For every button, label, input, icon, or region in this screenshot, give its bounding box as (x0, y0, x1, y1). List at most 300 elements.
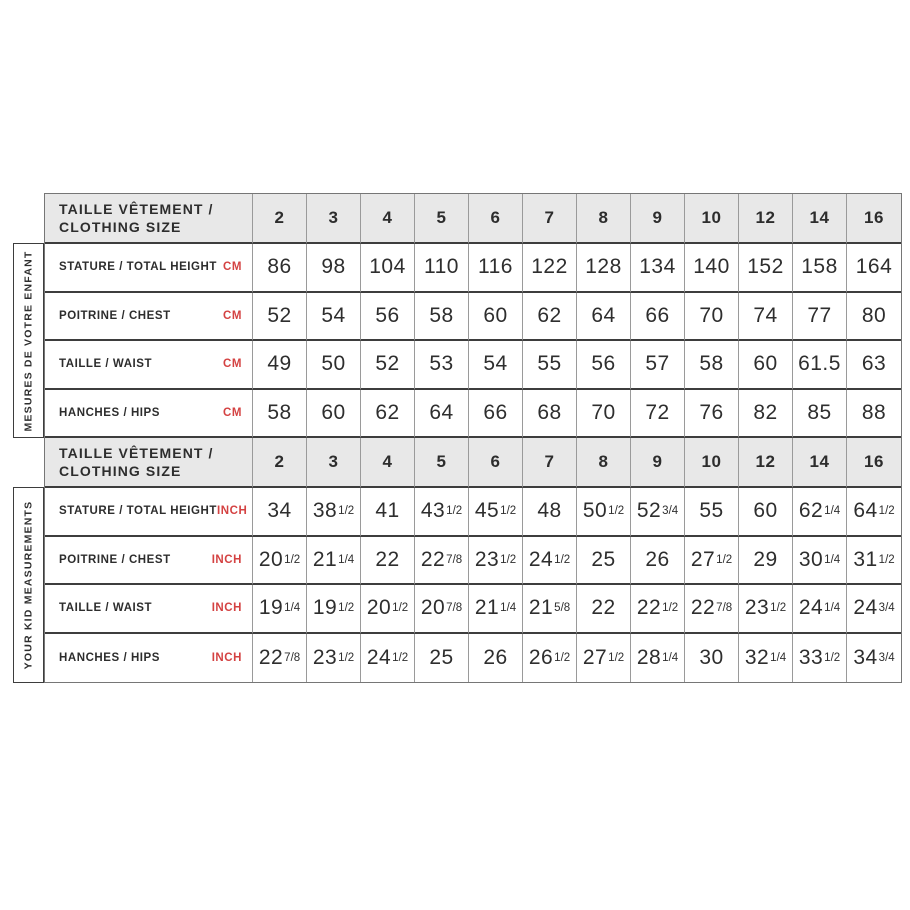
measurement-value-cell (469, 390, 523, 439)
measurement-label-cell (45, 488, 253, 537)
value-whole: 20 (420, 596, 446, 620)
value-fraction: 1/2 (554, 651, 571, 664)
clothing-size-header-cell (45, 194, 253, 244)
size-chart-table (44, 193, 902, 683)
value-whole: 82 (753, 400, 778, 424)
measurement-value-cell (685, 488, 739, 537)
measurement-value-cell (685, 634, 739, 683)
value-whole: 19 (258, 596, 284, 620)
value-whole: 30 (699, 645, 724, 669)
value-fraction: 3/4 (662, 505, 679, 518)
size-column-header-cell (361, 194, 415, 244)
measurement-value-cell (469, 244, 523, 293)
value-fraction: 1/4 (824, 553, 841, 566)
unit-label: CM (223, 406, 242, 419)
size-column-header-cell (307, 438, 361, 488)
measurement-value-cell (577, 293, 631, 342)
value-whole: 66 (645, 303, 670, 327)
measurement-label-cell (45, 341, 253, 390)
value-whole: 58 (267, 400, 292, 424)
measurement-label: POITRINE / CHEST (59, 553, 171, 566)
value-whole: 134 (639, 255, 676, 279)
measurement-label-cell (45, 585, 253, 634)
value-whole: 104 (369, 255, 406, 279)
value-whole: 26 (528, 645, 554, 669)
value-whole: 21 (474, 596, 500, 620)
measurement-value-cell (685, 341, 739, 390)
measurement-value-cell (361, 585, 415, 634)
unit-label: CM (223, 261, 242, 274)
value-fraction: 1/2 (878, 505, 895, 518)
unit-label: INCH (211, 553, 242, 566)
value-whole: 152 (747, 255, 784, 279)
measurement-value-cell (793, 488, 847, 537)
measurement-row (45, 293, 901, 342)
measurement-value-cell (847, 537, 901, 586)
value-fraction: 1/2 (392, 651, 409, 664)
value-fraction: 1/2 (284, 553, 301, 566)
measurement-value-cell (253, 293, 307, 342)
measurement-value-cell (685, 244, 739, 293)
value-whole: 43 (420, 499, 446, 523)
value-whole: 49 (267, 352, 292, 376)
value-whole: 21 (528, 596, 554, 620)
value-whole: 27 (582, 645, 608, 669)
value-fraction: 1/4 (338, 553, 355, 566)
measurement-value-cell (523, 634, 577, 683)
value-fraction: 1/2 (500, 505, 517, 518)
value-whole: 62 (375, 400, 400, 424)
measurement-value-cell (847, 585, 901, 634)
value-fraction: 1/2 (878, 553, 895, 566)
measurement-label: STATURE / TOTAL HEIGHT (59, 261, 217, 274)
size-column-header: 4 (382, 452, 393, 471)
size-column-header: 16 (864, 208, 884, 227)
measurement-value-cell (469, 488, 523, 537)
size-column-header-cell (253, 194, 307, 244)
value-whole: 54 (321, 303, 346, 327)
size-column-header: 2 (274, 452, 285, 471)
measurement-value-cell (685, 585, 739, 634)
value-fraction: 1/2 (338, 651, 355, 664)
size-column-header-cell (307, 194, 361, 244)
measurement-label: TAILLE / WAIST (59, 358, 153, 371)
value-whole: 22 (591, 596, 616, 620)
value-whole: 22 (375, 547, 400, 571)
value-whole: 21 (312, 547, 338, 571)
measurement-value-cell (577, 390, 631, 439)
size-column-header: 6 (490, 208, 501, 227)
measurement-value-cell (631, 244, 685, 293)
measurement-value-cell (685, 390, 739, 439)
measurement-value-cell (469, 634, 523, 683)
value-whole: 74 (753, 303, 778, 327)
value-whole: 80 (861, 303, 887, 327)
value-whole: 48 (537, 499, 562, 523)
measurement-value-cell (361, 537, 415, 586)
value-whole: 24 (853, 596, 878, 620)
unit-label: INCH (211, 602, 242, 615)
unit-label: INCH (216, 505, 248, 518)
value-fraction: 1/2 (338, 602, 355, 615)
size-column-header-cell (739, 194, 793, 244)
measurement-value-cell (361, 244, 415, 293)
size-column-header-cell (469, 194, 523, 244)
measurement-value-cell (739, 585, 793, 634)
value-whole: 32 (744, 645, 770, 669)
measurement-value-cell (415, 634, 469, 683)
side-label-your-kid-box (13, 487, 44, 683)
value-whole: 20 (258, 547, 284, 571)
size-column-header: 6 (490, 452, 501, 471)
value-whole: 60 (753, 352, 778, 376)
measurement-value-cell (793, 537, 847, 586)
value-whole: 22 (258, 645, 284, 669)
measurement-row (45, 488, 901, 537)
size-column-header: 7 (544, 452, 555, 471)
size-column-header-cell (361, 438, 415, 488)
size-column-header: 8 (598, 452, 609, 471)
value-whole: 64 (429, 400, 454, 424)
value-whole: 77 (807, 303, 832, 327)
measurement-row (45, 585, 901, 634)
value-fraction: 1/2 (662, 602, 679, 615)
measurement-label-cell (45, 634, 253, 683)
value-whole: 62 (798, 499, 824, 523)
measurement-label: POITRINE / CHEST (59, 309, 171, 322)
size-column-header: 16 (864, 452, 884, 471)
value-whole: 55 (537, 352, 562, 376)
value-fraction: 1/2 (392, 602, 409, 615)
measurement-value-cell (307, 488, 361, 537)
value-fraction: 1/4 (770, 651, 787, 664)
value-whole: 55 (699, 499, 724, 523)
value-fraction: 1/2 (338, 505, 355, 518)
value-whole: 62 (537, 303, 562, 327)
measurement-value-cell (361, 634, 415, 683)
measurement-value-cell (415, 341, 469, 390)
size-column-header: 8 (598, 208, 609, 227)
value-fraction: 1/2 (824, 651, 841, 664)
measurement-value-cell (793, 341, 847, 390)
measurement-value-cell (361, 293, 415, 342)
value-whole: 29 (753, 547, 778, 571)
value-whole: 57 (645, 352, 670, 376)
value-whole: 23 (312, 645, 338, 669)
value-whole: 52 (375, 352, 400, 376)
measurement-row (45, 537, 901, 586)
measurement-value-cell (577, 634, 631, 683)
value-fraction: 1/4 (662, 651, 679, 664)
side-label-mesures: MESURES DE VOTRE ENFANT (22, 249, 35, 432)
measurement-value-cell (847, 293, 901, 342)
value-fraction: 1/4 (824, 602, 841, 615)
size-column-header: 2 (274, 208, 285, 227)
measurement-value-cell (631, 293, 685, 342)
measurement-value-cell (739, 390, 793, 439)
measurement-value-cell (631, 537, 685, 586)
size-header-row (45, 438, 901, 488)
value-fraction: 1/4 (284, 602, 301, 615)
measurement-value-cell (847, 390, 901, 439)
value-whole: 70 (591, 400, 616, 424)
measurement-value-cell (847, 488, 901, 537)
value-whole: 76 (699, 400, 724, 424)
measurement-value-cell (739, 341, 793, 390)
measurement-value-cell (631, 488, 685, 537)
measurement-value-cell (415, 390, 469, 439)
value-fraction: 1/2 (608, 651, 625, 664)
value-whole: 23 (744, 596, 770, 620)
value-whole: 66 (483, 400, 508, 424)
size-column-header-cell (253, 438, 307, 488)
value-whole: 164 (855, 255, 893, 279)
value-whole: 56 (591, 352, 616, 376)
measurement-value-cell (307, 537, 361, 586)
value-whole: 19 (312, 596, 338, 620)
size-column-header-cell (739, 438, 793, 488)
measurement-value-cell (415, 585, 469, 634)
size-column-header-cell (577, 194, 631, 244)
measurement-value-cell (523, 244, 577, 293)
measurement-value-cell (361, 390, 415, 439)
clothing-size-header-line1: TAILLE VÊTEMENT / (59, 444, 214, 461)
clothing-size-header-cell (45, 438, 253, 488)
measurement-value-cell (523, 537, 577, 586)
measurement-value-cell (631, 390, 685, 439)
measurement-value-cell (631, 341, 685, 390)
value-whole: 122 (531, 255, 568, 279)
value-whole: 60 (321, 400, 346, 424)
measurement-value-cell (793, 293, 847, 342)
value-whole: 24 (366, 645, 392, 669)
measurement-label-cell (45, 537, 253, 586)
size-column-header: 3 (328, 452, 339, 471)
measurement-value-cell (739, 244, 793, 293)
size-column-header-cell (685, 194, 739, 244)
value-whole: 58 (699, 352, 724, 376)
size-column-header: 3 (328, 208, 339, 227)
value-whole: 34 (267, 499, 292, 523)
measurement-value-cell (793, 244, 847, 293)
clothing-size-header-line2: CLOTHING SIZE (59, 219, 182, 235)
size-column-header: 10 (701, 208, 722, 227)
measurement-value-cell (253, 488, 307, 537)
value-whole: 53 (429, 352, 454, 376)
value-whole: 23 (474, 547, 500, 571)
measurement-label: HANCHES / HIPS (59, 651, 160, 664)
measurement-label: TAILLE / WAIST (59, 602, 153, 615)
value-whole: 25 (591, 547, 616, 571)
measurement-value-cell (523, 585, 577, 634)
value-whole: 28 (636, 645, 662, 669)
value-whole: 61.5 (798, 352, 841, 376)
measurement-value-cell (361, 488, 415, 537)
value-fraction: 1/2 (608, 505, 625, 518)
size-column-header-cell (577, 438, 631, 488)
value-fraction: 3/4 (878, 602, 895, 615)
size-column-header: 12 (755, 208, 776, 227)
measurement-value-cell (793, 634, 847, 683)
measurement-value-cell (415, 537, 469, 586)
size-column-header-cell (685, 438, 739, 488)
measurement-value-cell (253, 390, 307, 439)
value-fraction: 1/4 (824, 505, 841, 518)
value-whole: 22 (690, 596, 716, 620)
value-fraction: 5/8 (554, 602, 571, 615)
measurement-value-cell (523, 293, 577, 342)
measurement-value-cell (253, 244, 307, 293)
value-whole: 30 (798, 547, 824, 571)
size-column-header-cell (847, 438, 901, 488)
measurement-value-cell (739, 488, 793, 537)
side-label-your-kid: YOUR KID MEASUREMENTS (22, 500, 35, 670)
value-whole: 38 (312, 499, 338, 523)
measurement-value-cell (415, 293, 469, 342)
value-whole: 110 (424, 255, 459, 279)
clothing-size-header-line2: CLOTHING SIZE (59, 463, 182, 479)
measurement-value-cell (577, 585, 631, 634)
value-fraction: 1/2 (716, 553, 733, 566)
measurement-value-cell (631, 634, 685, 683)
side-label-mesures-box (13, 243, 44, 438)
value-whole: 50 (321, 352, 346, 376)
measurement-value-cell (577, 488, 631, 537)
measurement-value-cell (469, 585, 523, 634)
value-whole: 27 (690, 547, 716, 571)
size-column-header: 4 (382, 208, 393, 227)
measurement-value-cell (523, 341, 577, 390)
measurement-value-cell (307, 634, 361, 683)
size-column-header-cell (523, 438, 577, 488)
measurement-value-cell (523, 488, 577, 537)
value-whole: 98 (321, 255, 346, 279)
measurement-value-cell (307, 244, 361, 293)
measurement-label: STATURE / TOTAL HEIGHT (59, 505, 217, 518)
measurement-value-cell (793, 390, 847, 439)
size-column-header-cell (631, 438, 685, 488)
value-fraction: 1/4 (500, 602, 517, 615)
value-whole: 24 (798, 596, 824, 620)
size-column-header: 10 (701, 452, 722, 471)
measurement-value-cell (577, 341, 631, 390)
value-fraction: 7/8 (446, 602, 463, 615)
measurement-label-cell (45, 244, 253, 293)
size-column-header: 14 (809, 208, 830, 227)
measurement-value-cell (523, 390, 577, 439)
measurement-value-cell (577, 244, 631, 293)
measurement-value-cell (685, 293, 739, 342)
measurement-row (45, 390, 901, 439)
size-column-header: 9 (652, 208, 663, 227)
unit-label: CM (223, 358, 242, 371)
value-whole: 20 (366, 596, 392, 620)
value-whole: 26 (645, 547, 670, 571)
measurement-value-cell (415, 488, 469, 537)
measurement-value-cell (307, 341, 361, 390)
measurement-row (45, 244, 901, 293)
value-whole: 70 (699, 303, 724, 327)
value-whole: 140 (693, 255, 730, 279)
value-whole: 50 (582, 499, 608, 523)
size-column-header: 14 (809, 452, 830, 471)
measurement-value-cell (253, 585, 307, 634)
value-whole: 22 (636, 596, 662, 620)
size-column-header: 9 (652, 452, 663, 471)
value-whole: 25 (429, 645, 454, 669)
value-whole: 63 (861, 352, 887, 376)
value-whole: 158 (801, 255, 838, 279)
measurement-value-cell (469, 341, 523, 390)
value-whole: 85 (807, 400, 832, 424)
size-column-header: 5 (436, 208, 447, 227)
value-fraction: 1/2 (770, 602, 787, 615)
value-whole: 72 (645, 400, 670, 424)
measurement-value-cell (847, 634, 901, 683)
measurement-value-cell (847, 244, 901, 293)
size-header-row (45, 194, 901, 244)
measurement-label: HANCHES / HIPS (59, 406, 160, 419)
value-whole: 64 (853, 499, 878, 523)
unit-label: CM (223, 309, 242, 322)
value-fraction: 1/2 (554, 553, 571, 566)
value-whole: 52 (267, 303, 292, 327)
measurement-value-cell (793, 585, 847, 634)
size-column-header-cell (631, 194, 685, 244)
value-whole: 45 (474, 499, 500, 523)
size-column-header-cell (847, 194, 901, 244)
value-fraction: 7/8 (446, 553, 463, 566)
value-whole: 41 (375, 499, 400, 523)
unit-label: INCH (211, 651, 242, 664)
measurement-value-cell (415, 244, 469, 293)
measurement-value-cell (685, 537, 739, 586)
value-whole: 68 (537, 400, 562, 424)
size-column-header-cell (793, 438, 847, 488)
value-fraction: 3/4 (878, 651, 895, 664)
value-whole: 22 (420, 547, 446, 571)
size-column-header-cell (793, 194, 847, 244)
measurement-row (45, 634, 901, 683)
value-whole: 34 (853, 645, 878, 669)
measurement-value-cell (631, 585, 685, 634)
measurement-value-cell (577, 537, 631, 586)
measurement-value-cell (739, 293, 793, 342)
measurement-label-cell (45, 293, 253, 342)
measurement-value-cell (847, 341, 901, 390)
measurement-value-cell (307, 390, 361, 439)
size-column-header: 5 (436, 452, 447, 471)
size-column-header-cell (415, 438, 469, 488)
value-fraction: 1/2 (500, 553, 517, 566)
value-fraction: 1/2 (446, 505, 463, 518)
value-fraction: 7/8 (284, 651, 301, 664)
size-column-header-cell (469, 438, 523, 488)
value-whole: 64 (591, 303, 616, 327)
value-whole: 86 (267, 255, 292, 279)
value-whole: 31 (853, 547, 878, 571)
measurement-value-cell (307, 293, 361, 342)
value-whole: 24 (528, 547, 554, 571)
measurement-value-cell (307, 585, 361, 634)
value-whole: 56 (375, 303, 400, 327)
value-whole: 58 (429, 303, 454, 327)
value-whole: 26 (483, 645, 508, 669)
size-column-header-cell (415, 194, 469, 244)
value-whole: 52 (636, 499, 662, 523)
value-whole: 88 (861, 400, 887, 424)
value-whole: 54 (483, 352, 508, 376)
